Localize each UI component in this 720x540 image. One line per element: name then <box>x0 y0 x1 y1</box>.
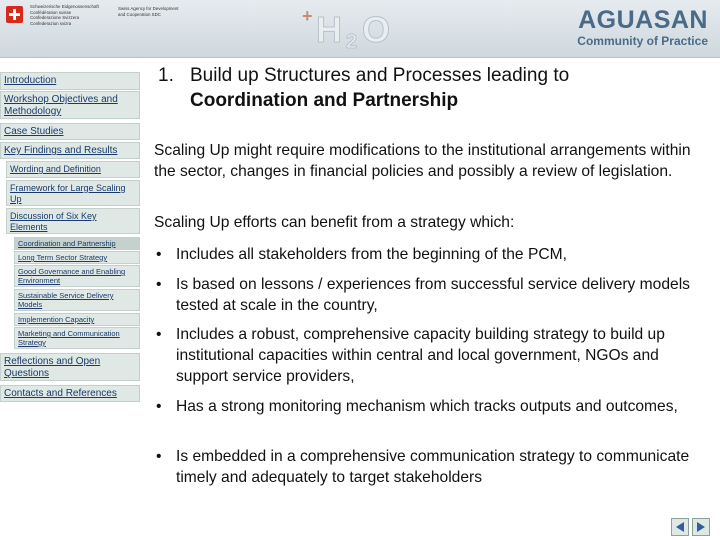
list-item-text: Is embedded in a comprehensive communication strategy to communicate timely and adequately to target stakeholders <box>176 448 690 486</box>
confederation-text: Schweizerische Eidgenossenschaft Confédération suisse Confederazione Svizzera Confederaziun svizra <box>30 4 99 26</box>
bullet-icon: • <box>156 448 162 465</box>
sidebar-item-key-findings[interactable]: Key Findings and Results <box>0 142 140 159</box>
sidebar-item-service-delivery[interactable]: Sustainable Service Delivery Models <box>14 289 140 311</box>
swiss-flag-icon <box>6 6 23 23</box>
sidebar-item-workshop-objectives[interactable]: Workshop Objectives and Methodology <box>0 91 140 119</box>
list-item <box>154 274 714 316</box>
sidebar-item-case-studies[interactable]: Case Studies <box>0 123 140 140</box>
title-line-2: Coordination and Partnership <box>190 90 459 111</box>
strategy-lead-paragraph: Scaling Up efforts can benefit from a strategy which: <box>154 214 515 231</box>
intro-paragraph: Scaling Up might require modifications to the institutional arrangements within the sector, changes in financial policies and possibly a review of legislation. <box>154 142 691 180</box>
bullet-icon: • <box>156 326 162 343</box>
aguasan-brand <box>577 7 708 48</box>
agency-text: Swiss Agency for Development and Cooperation SDC <box>118 6 179 17</box>
list-item <box>154 446 714 488</box>
list-item-text: Includes all stakeholders from the beginning of the PCM, <box>176 246 567 263</box>
sidebar-item-wording-definition[interactable]: Wording and Definition <box>6 161 140 178</box>
previous-slide-button[interactable] <box>671 518 689 536</box>
sidebar-item-implementation-capacity[interactable]: Implemention Capacity <box>14 313 140 326</box>
brand-title: AGUASAN <box>578 6 708 34</box>
bullet-icon: • <box>156 398 162 415</box>
sidebar-item-coordination[interactable]: Coordination and Partnership <box>14 237 140 250</box>
sidebar-item-contacts[interactable]: Contacts and References <box>0 385 140 402</box>
sidebar-item-marketing[interactable]: Marketing and Communication Strategy <box>14 327 140 349</box>
list-item-text: Is based on lessons / experiences from successful service delivery models tested at scale in the country, <box>176 276 690 314</box>
list-item <box>154 244 714 265</box>
bullet-icon: • <box>156 276 162 293</box>
title-number: 1. <box>158 65 174 86</box>
sidebar-item-framework[interactable]: Framework for Large Scaling Up <box>6 180 140 206</box>
list-item-text: Has a strong monitoring mechanism which tracks outputs and outcomes, <box>176 398 678 415</box>
sidebar-item-introduction[interactable]: Introduction <box>0 72 140 90</box>
triangle-right-icon <box>695 521 707 533</box>
h2o-logo <box>300 2 420 52</box>
triangle-left-icon <box>674 521 686 533</box>
brand-subtitle: Community of Practice <box>577 34 708 48</box>
svg-text:O: O <box>362 9 391 50</box>
slide-navigation <box>671 518 710 536</box>
svg-text:2: 2 <box>346 31 358 52</box>
svg-text:+: + <box>302 6 313 26</box>
sidebar-item-six-key-elements[interactable]: Discussion of Six Key Elements <box>6 208 140 234</box>
sidebar-item-sector-strategy[interactable]: Long Term Sector Strategy <box>14 251 140 264</box>
list-item-text: Includes a robust, comprehensive capacity building strategy to build up institutional capacities within central and local government, NGOs and support service providers, <box>176 326 665 385</box>
list-item <box>154 324 714 387</box>
bullet-icon: • <box>156 246 162 263</box>
list-item <box>154 396 714 417</box>
title-line-1: Build up Structures and Processes leading to <box>190 65 570 86</box>
sidebar-item-good-governance[interactable]: Good Governance and Enabling Environment <box>14 265 140 287</box>
next-slide-button[interactable] <box>692 518 710 536</box>
svg-text:H: H <box>316 9 342 50</box>
header-banner <box>0 0 720 58</box>
sidebar-item-reflections[interactable]: Reflections and Open Questions <box>0 353 140 381</box>
